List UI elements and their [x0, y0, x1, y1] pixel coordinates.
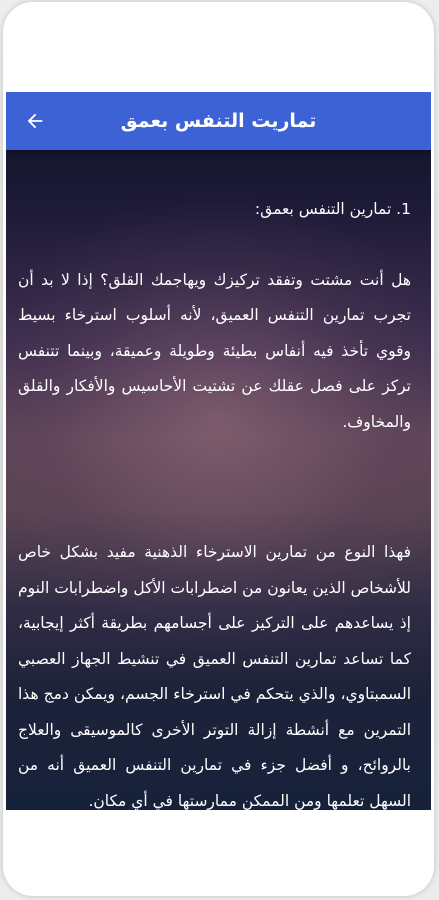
- paragraph-spacer: [18, 476, 411, 500]
- app-screen: [6, 92, 431, 810]
- app-bar: [6, 92, 431, 150]
- page-title: تماريت التنفس بعمق: [120, 110, 317, 132]
- arrow-left-icon: [24, 110, 46, 132]
- back-button[interactable]: [20, 106, 50, 136]
- article-heading: 1. تمارين التنفس بعمق:: [254, 199, 411, 218]
- article-paragraph-2: فهذا النوع من تمارين الاسترخاء الذهنية مفيد بشكل خاص للأشخاص الذين يعانون من اضطرابات الأكل واضطرابات النوم إذ يساعدهم على التركيز على أجسامهم بطريقة أكثر إيجابية، كما تساعد تمارين التنفس العميق في تنشيط الجهاز العصبي السمبتاوي، والذي يتحكم في استرخاء الجسم، ويمكن دمج هذا التمرين مع أنشطة إزالة التوتر الأخرى كالموسيقى والعلاج بالروائح، و أفضل جزء في تمارين التنفس العميق أنه من السهل تعلمها ومن الممكن ممارستها في أي مكان.: [18, 543, 411, 810]
- article-content: [18, 156, 411, 810]
- article-paragraph-1: هل أنت مشتت وتفقد تركيزك ويهاجمك القلق؟ إذا لا بد أن تجرب تمارين التنفس العميق، لأنه أسلوب استرخاء بسيط وقوي تأخذ فيه أنفاس بطيئة وطويلة وعميقة، وبينما تتنفس تركز على فصل عقلك عن تشتيت الأحاسيس والأفكار والقلق والمخاوف.: [18, 270, 411, 431]
